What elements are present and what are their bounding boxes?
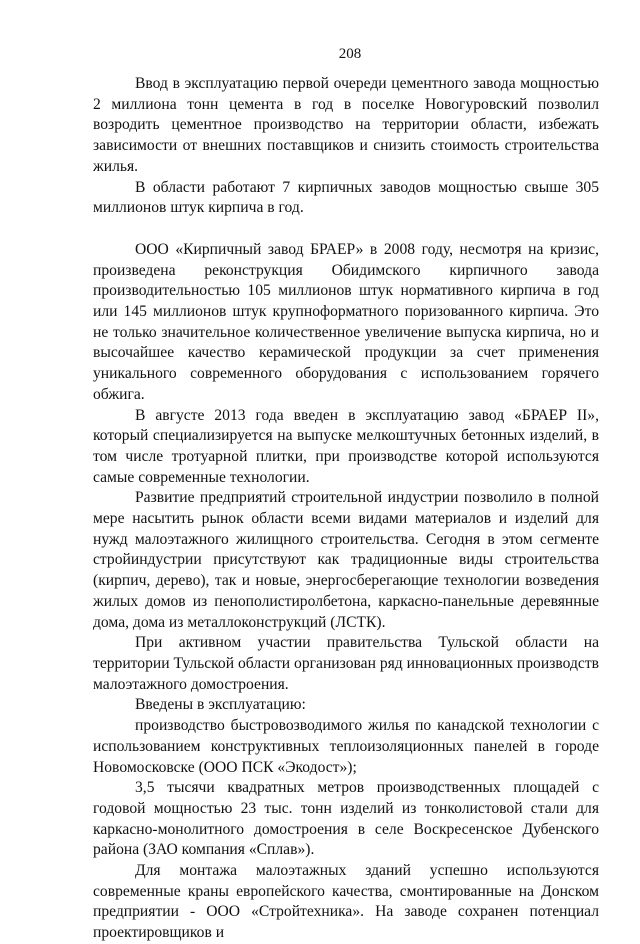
paragraph-construction-industry: Развитие предприятий строительной индустрии позволило в полной мере насытить рынок области всеми видами материалов и изделий для нужд малоэтажного жилищного строительства. Сегодня в этом сегменте стройиндустрии присутствуют как традиционные виды строительства (кирпич, дерево), так и новые, энергосберегающие технологии возведения жилых домов из пенополистиролбетона, каркасно-панельные деревянные дома, дома из металлоконструкций (ЛСТК).: [93, 489, 599, 631]
page-number: 208: [338, 46, 362, 62]
paragraph-spacer: [93, 219, 599, 240]
paragraph-braer-2: В августе 2013 года введен в эксплуатацию завод «БРАЕР II», который специализируется на выпуске мелкоштучных бетонных изделий, в том числе тротуарной плитки, при производстве которой используются самые современные технологии.: [93, 406, 599, 486]
paragraph-steel-production: 3,5 тысячи квадратных метров производственных площадей с годовой мощностью 23 тыс. тонн изделий из тонколистовой стали для каркасно-монолитного домостроения в селе Воскресенское Дубенского района (ЗАО компания «Сплав»).: [93, 779, 599, 859]
paragraph-braer-plant: ООО «Кирпичный завод БРАЕР» в 2008 году, несмотря на кризис, произведена реконструкция Обидимского кирпичного завода производительностью 105 миллионов штук нормативного кирпича в год или 145 миллионов штук крупноформатного поризованного кирпича. Это не только значительное количественное увеличение выпуска кирпича, но и высочайшее качество керамической продукции за счет применения уникального современного оборудования с использованием горячего обжига.: [93, 240, 599, 403]
paragraph-canadian-technology: производство быстровозводимого жилья по канадской технологии с использованием конструктивных теплоизоляционных панелей в городе Новомосковске (ООО ПСК «Экодост»);: [93, 717, 599, 776]
paragraph-brick-plants: В области работают 7 кирпичных заводов мощностью свыше 305 миллионов штук кирпича в год.: [93, 178, 599, 217]
paragraph-cranes: Для монтажа малоэтажных зданий успешно используются современные краны европейского качества, смонтированные на Донском предприятии - ООО «Стройтехника». На заводе сохранен потенциал проектировщиков и: [93, 862, 599, 942]
paragraph-cement-plant: Ввод в эксплуатацию первой очереди цементного завода мощностью 2 миллиона тонн цемента в год в поселке Новогуровский позволил возродить цементное производство на территории области, избежать зависимости от внешних поставщиков и снизить стоимость строительства жилья.: [93, 75, 599, 175]
document-page: [93, 44, 599, 944]
paragraph-commissioned-heading: Введены в эксплуатацию:: [135, 696, 306, 714]
paragraph-innovative-production: При активном участии правительства Тульской области на территории Тульской области организован ряд инновационных производств малоэтажного домостроения.: [93, 634, 599, 693]
